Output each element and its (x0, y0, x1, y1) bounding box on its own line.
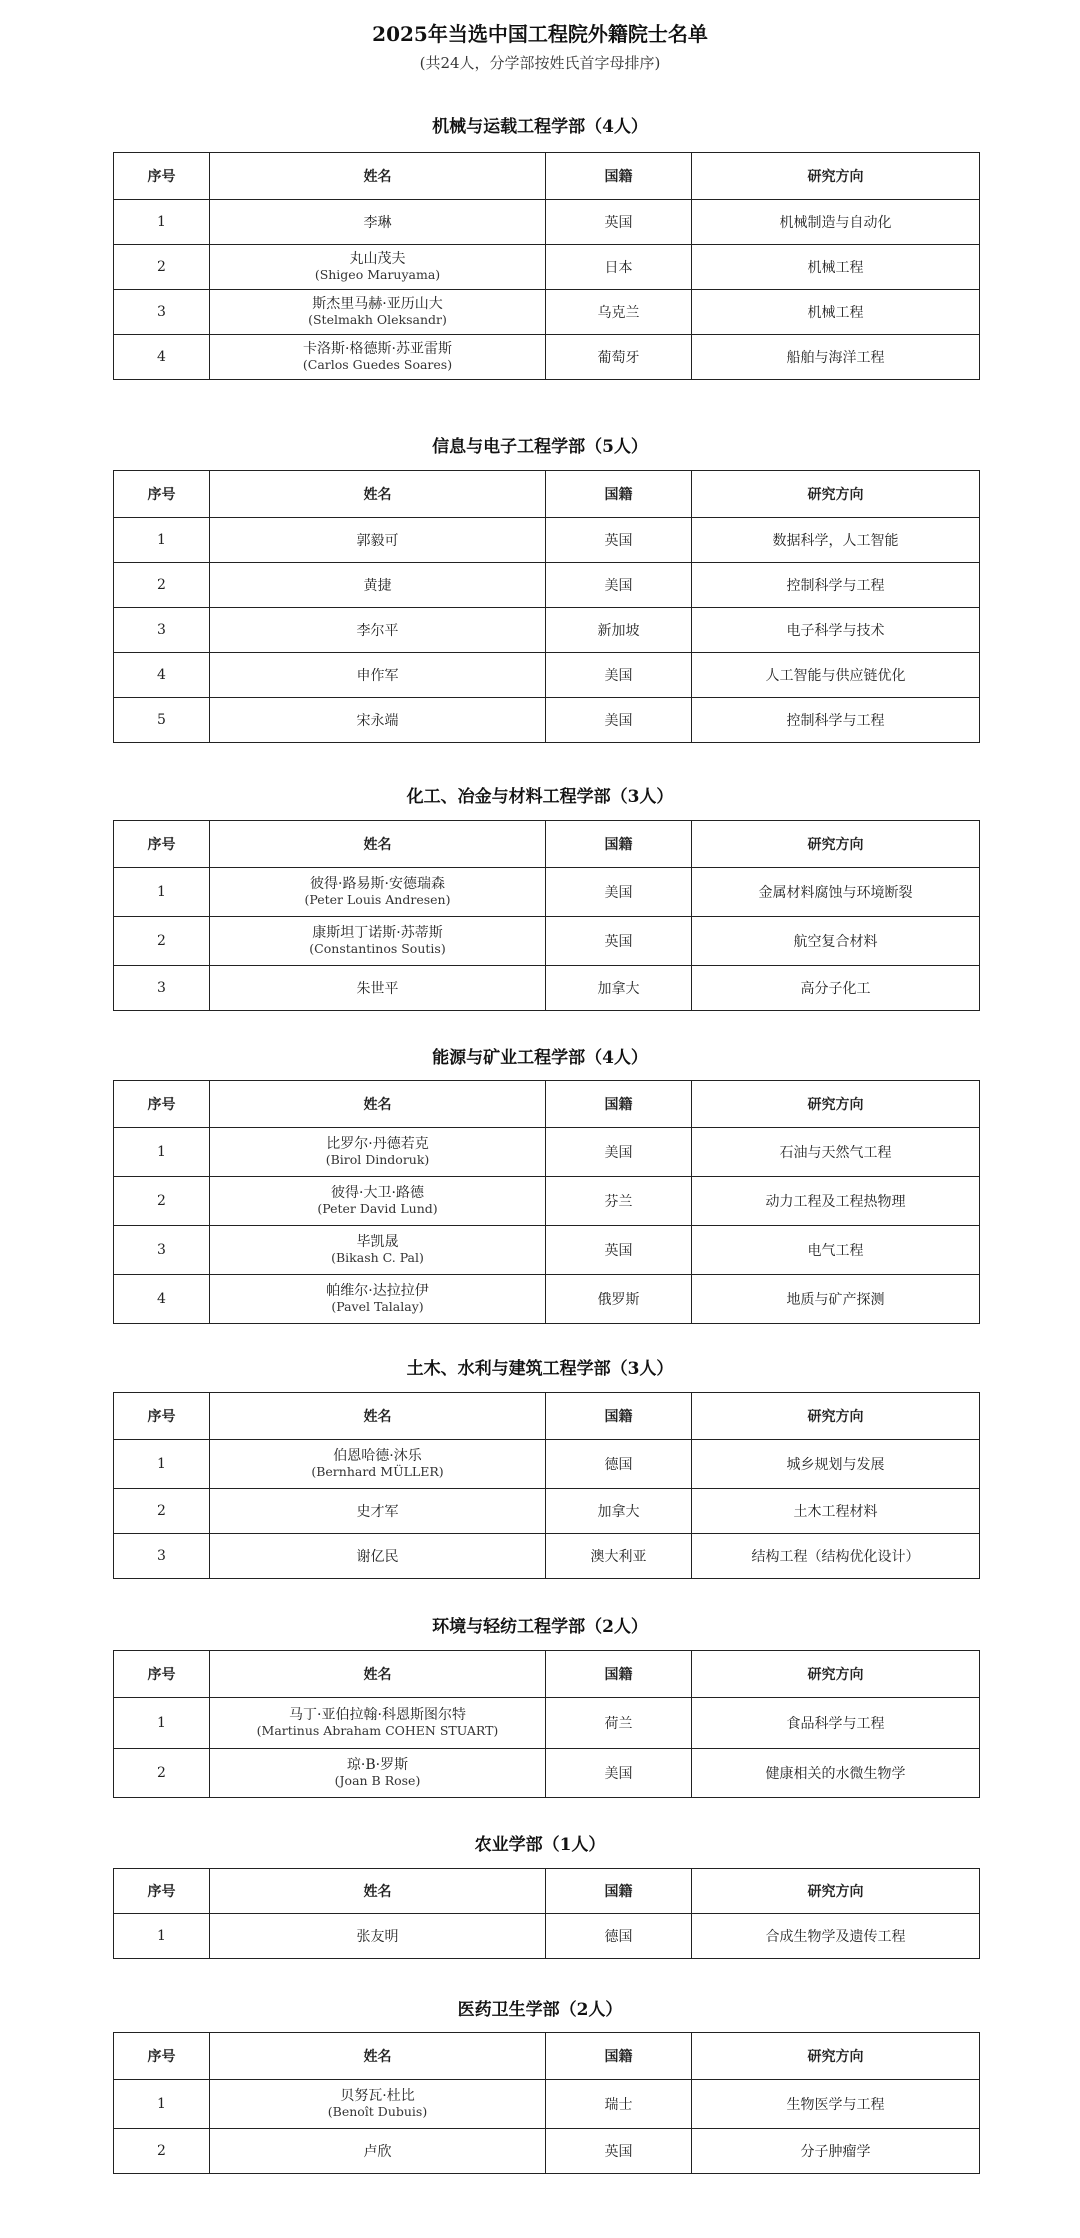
header-field: 研究方向 (692, 1869, 980, 1914)
section-title: 医药卫生学部（2人） (457, 2000, 623, 2020)
header-name: 姓名 (210, 153, 546, 200)
name-english: (Shigeo Maruyama) (314, 267, 441, 282)
cell-name (210, 1440, 546, 1489)
cell-nation: 加拿大 (546, 966, 692, 1011)
cell-nation: 美国 (546, 1749, 692, 1798)
cell-name (210, 1226, 546, 1275)
cell-field: 地质与矿产探测 (692, 1275, 980, 1324)
header-nation: 国籍 (546, 471, 692, 518)
table-row (114, 1698, 980, 1749)
section-table (113, 1650, 980, 1798)
header-no: 序号 (114, 821, 210, 868)
table-row (114, 1489, 980, 1534)
cell-name (210, 1177, 546, 1226)
table-row (114, 563, 980, 608)
table-header-row (114, 1081, 980, 1128)
name-chinese: 谢亿民 (356, 1549, 399, 1565)
header-nation: 国籍 (546, 153, 692, 200)
section-table (113, 820, 980, 1011)
cell-nation: 美国 (546, 698, 692, 743)
cell-name (210, 200, 546, 245)
name-chinese: 贝努瓦·杜比 (340, 2088, 415, 2104)
name-english: (Constantinos Soutis) (309, 941, 446, 956)
table-header-row (114, 153, 980, 200)
header-nation: 国籍 (546, 1081, 692, 1128)
cell-nation: 英国 (546, 917, 692, 966)
cell-nation: 新加坡 (546, 608, 692, 653)
cell-nation: 芬兰 (546, 1177, 692, 1226)
header-nation: 国籍 (546, 1651, 692, 1698)
cell-no: 3 (114, 608, 210, 653)
name-english: (Joan B Rose) (334, 1773, 421, 1788)
table-row (114, 335, 980, 380)
table-row (114, 1128, 980, 1177)
cell-no: 4 (114, 1275, 210, 1324)
name-english: (Birol Dindoruk) (325, 1152, 430, 1167)
cell-nation: 美国 (546, 1128, 692, 1177)
cell-nation: 葡萄牙 (546, 335, 692, 380)
table-row (114, 1914, 980, 1959)
name-chinese: 卢欣 (363, 2144, 392, 2160)
cell-no: 1 (114, 868, 210, 917)
table-row (114, 518, 980, 563)
header-nation: 国籍 (546, 821, 692, 868)
cell-field: 人工智能与供应链优化 (692, 653, 980, 698)
table-row (114, 290, 980, 335)
cell-field: 健康相关的水微生物学 (692, 1749, 980, 1798)
header-field: 研究方向 (692, 471, 980, 518)
name-chinese: 丸山茂夫 (349, 251, 406, 267)
header-name: 姓名 (210, 1081, 546, 1128)
name-chinese: 宋永端 (356, 713, 399, 729)
name-english: (Martinus Abraham COHEN STUART) (256, 1723, 499, 1738)
cell-field: 控制科学与工程 (692, 698, 980, 743)
header-no: 序号 (114, 471, 210, 518)
cell-no: 3 (114, 290, 210, 335)
cell-no: 2 (114, 1177, 210, 1226)
cell-nation: 澳大利亚 (546, 1534, 692, 1579)
header-name: 姓名 (210, 2033, 546, 2080)
name-chinese: 斯杰里马赫·亚历山大 (312, 296, 443, 312)
cell-field: 合成生物学及遗传工程 (692, 1914, 980, 1959)
table-header-row (114, 471, 980, 518)
name-chinese: 比罗尔·丹德若克 (326, 1136, 429, 1152)
cell-nation: 俄罗斯 (546, 1275, 692, 1324)
cell-nation: 瑞士 (546, 2080, 692, 2129)
section-table (113, 152, 980, 380)
section-title: 信息与电子工程学部（5人） (432, 437, 648, 457)
cell-no: 2 (114, 563, 210, 608)
cell-name (210, 1128, 546, 1177)
table-header-row (114, 2033, 980, 2080)
cell-field: 数据科学，人工智能 (692, 518, 980, 563)
header-field: 研究方向 (692, 821, 980, 868)
cell-field: 机械工程 (692, 245, 980, 290)
section-title: 土木、水利与建筑工程学部（3人） (406, 1359, 674, 1379)
table-row (114, 200, 980, 245)
table-row (114, 966, 980, 1011)
cell-name (210, 1698, 546, 1749)
table-row (114, 1749, 980, 1798)
cell-nation: 英国 (546, 2129, 692, 2174)
cell-no: 2 (114, 917, 210, 966)
name-chinese: 彼得·路易斯·安德瑞森 (310, 876, 445, 892)
name-english: (Peter Louis Andresen) (304, 892, 451, 907)
cell-no: 3 (114, 1226, 210, 1275)
cell-nation: 英国 (546, 1226, 692, 1275)
cell-name (210, 1275, 546, 1324)
header-no: 序号 (114, 1393, 210, 1440)
name-english: (Carlos Guedes Soares) (302, 357, 453, 372)
header-name: 姓名 (210, 471, 546, 518)
cell-no: 3 (114, 966, 210, 1011)
header-name: 姓名 (210, 1651, 546, 1698)
header-no: 序号 (114, 1081, 210, 1128)
cell-no: 1 (114, 2080, 210, 2129)
cell-no: 1 (114, 1440, 210, 1489)
cell-name (210, 1749, 546, 1798)
table-row (114, 1226, 980, 1275)
table-row (114, 2129, 980, 2174)
name-chinese: 马丁·亚伯拉翰·科恩斯图尔特 (289, 1707, 466, 1723)
page-subtitle: (共24人，分学部按姓氏首字母排序) (419, 54, 661, 72)
table-header-row (114, 1869, 980, 1914)
cell-nation: 美国 (546, 563, 692, 608)
name-chinese: 伯恩哈德·沐乐 (333, 1448, 422, 1464)
name-english: (Peter David Lund) (317, 1201, 438, 1216)
cell-field: 航空复合材料 (692, 917, 980, 966)
cell-field: 分子肿瘤学 (692, 2129, 980, 2174)
cell-field: 电气工程 (692, 1226, 980, 1275)
name-chinese: 申作军 (356, 668, 399, 684)
name-english: (Stelmakh Oleksandr) (308, 312, 447, 327)
cell-nation: 荷兰 (546, 1698, 692, 1749)
cell-field: 石油与天然气工程 (692, 1128, 980, 1177)
cell-name (210, 1489, 546, 1534)
header-nation: 国籍 (546, 1393, 692, 1440)
section-table (113, 1392, 980, 1579)
section-title: 机械与运载工程学部（4人） (432, 117, 648, 137)
table-header-row (114, 1651, 980, 1698)
cell-no: 1 (114, 518, 210, 563)
cell-field: 食品科学与工程 (692, 1698, 980, 1749)
name-chinese: 康斯坦丁诺斯·苏蒂斯 (312, 925, 443, 941)
header-name: 姓名 (210, 1393, 546, 1440)
header-no: 序号 (114, 1651, 210, 1698)
cell-nation: 日本 (546, 245, 692, 290)
cell-nation: 德国 (546, 1914, 692, 1959)
cell-no: 1 (114, 200, 210, 245)
name-chinese: 李琳 (363, 215, 392, 231)
cell-name (210, 245, 546, 290)
name-chinese: 毕凯晟 (356, 1234, 399, 1250)
header-no: 序号 (114, 2033, 210, 2080)
cell-name (210, 1534, 546, 1579)
name-chinese: 琼·B·罗斯 (346, 1757, 409, 1773)
cell-name (210, 653, 546, 698)
table-row (114, 245, 980, 290)
cell-field: 机械制造与自动化 (692, 200, 980, 245)
header-nation: 国籍 (546, 1869, 692, 1914)
cell-no: 3 (114, 1534, 210, 1579)
section-title: 农业学部（1人） (474, 1835, 606, 1855)
header-field: 研究方向 (692, 1393, 980, 1440)
name-english: (Benoît Dubuis) (327, 2104, 428, 2119)
table-header-row (114, 1393, 980, 1440)
cell-name (210, 608, 546, 653)
name-english: (Bernhard MÜLLER) (311, 1464, 444, 1479)
section-table (113, 470, 980, 743)
cell-no: 4 (114, 653, 210, 698)
cell-field: 金属材料腐蚀与环境断裂 (692, 868, 980, 917)
table-row (114, 1177, 980, 1226)
name-chinese: 彼得·大卫·路德 (331, 1185, 424, 1201)
cell-field: 动力工程及工程热物理 (692, 1177, 980, 1226)
cell-field: 生物医学与工程 (692, 2080, 980, 2129)
cell-name (210, 290, 546, 335)
name-english: (Bikash C. Pal) (331, 1250, 424, 1265)
cell-name (210, 966, 546, 1011)
table-header-row (114, 821, 980, 868)
header-nation: 国籍 (546, 2033, 692, 2080)
table-row (114, 1440, 980, 1489)
cell-field: 结构工程（结构优化设计） (692, 1534, 980, 1579)
cell-field: 船舶与海洋工程 (692, 335, 980, 380)
page-title: 2025年当选中国工程院外籍院士名单 (372, 22, 708, 46)
cell-no: 1 (114, 1914, 210, 1959)
header-name: 姓名 (210, 1869, 546, 1914)
header-field: 研究方向 (692, 2033, 980, 2080)
section-table (113, 1868, 980, 1959)
cell-name (210, 917, 546, 966)
table-row (114, 698, 980, 743)
cell-name (210, 335, 546, 380)
cell-name (210, 563, 546, 608)
section-title: 能源与矿业工程学部（4人） (432, 1048, 648, 1068)
cell-no: 2 (114, 2129, 210, 2174)
table-row (114, 917, 980, 966)
section-table (113, 1080, 980, 1324)
cell-no: 1 (114, 1128, 210, 1177)
header-field: 研究方向 (692, 1081, 980, 1128)
cell-name (210, 1914, 546, 1959)
cell-field: 城乡规划与发展 (692, 1440, 980, 1489)
name-chinese: 卡洛斯·格德斯·苏亚雷斯 (303, 341, 452, 357)
name-chinese: 李尔平 (356, 623, 399, 639)
section-title: 环境与轻纺工程学部（2人） (432, 1617, 648, 1637)
cell-no: 2 (114, 245, 210, 290)
cell-field: 控制科学与工程 (692, 563, 980, 608)
name-chinese: 帕维尔·达拉拉伊 (326, 1283, 429, 1299)
cell-nation: 美国 (546, 868, 692, 917)
cell-name (210, 698, 546, 743)
cell-name (210, 868, 546, 917)
name-chinese: 黄捷 (363, 578, 392, 594)
header-name: 姓名 (210, 821, 546, 868)
table-row (114, 1275, 980, 1324)
header-field: 研究方向 (692, 153, 980, 200)
cell-no: 5 (114, 698, 210, 743)
section-title: 化工、冶金与材料工程学部（3人） (406, 787, 674, 807)
name-english: (Pavel Talalay) (331, 1299, 424, 1314)
cell-name (210, 2080, 546, 2129)
cell-field: 电子科学与技术 (692, 608, 980, 653)
header-no: 序号 (114, 153, 210, 200)
cell-field: 高分子化工 (692, 966, 980, 1011)
cell-name (210, 518, 546, 563)
header-no: 序号 (114, 1869, 210, 1914)
cell-nation: 美国 (546, 653, 692, 698)
name-chinese: 张友明 (356, 1929, 399, 1945)
cell-nation: 德国 (546, 1440, 692, 1489)
name-chinese: 史才军 (356, 1504, 399, 1520)
cell-nation: 乌克兰 (546, 290, 692, 335)
cell-name (210, 2129, 546, 2174)
section-table (113, 2032, 980, 2174)
cell-no: 4 (114, 335, 210, 380)
name-chinese: 郭毅可 (356, 533, 399, 549)
table-row (114, 868, 980, 917)
cell-nation: 加拿大 (546, 1489, 692, 1534)
cell-field: 土木工程材料 (692, 1489, 980, 1534)
cell-no: 1 (114, 1698, 210, 1749)
cell-no: 2 (114, 1749, 210, 1798)
cell-nation: 英国 (546, 200, 692, 245)
cell-no: 2 (114, 1489, 210, 1534)
cell-field: 机械工程 (692, 290, 980, 335)
name-chinese: 朱世平 (356, 981, 399, 997)
table-row (114, 2080, 980, 2129)
cell-nation: 英国 (546, 518, 692, 563)
table-row (114, 1534, 980, 1579)
header-field: 研究方向 (692, 1651, 980, 1698)
table-row (114, 608, 980, 653)
table-row (114, 653, 980, 698)
